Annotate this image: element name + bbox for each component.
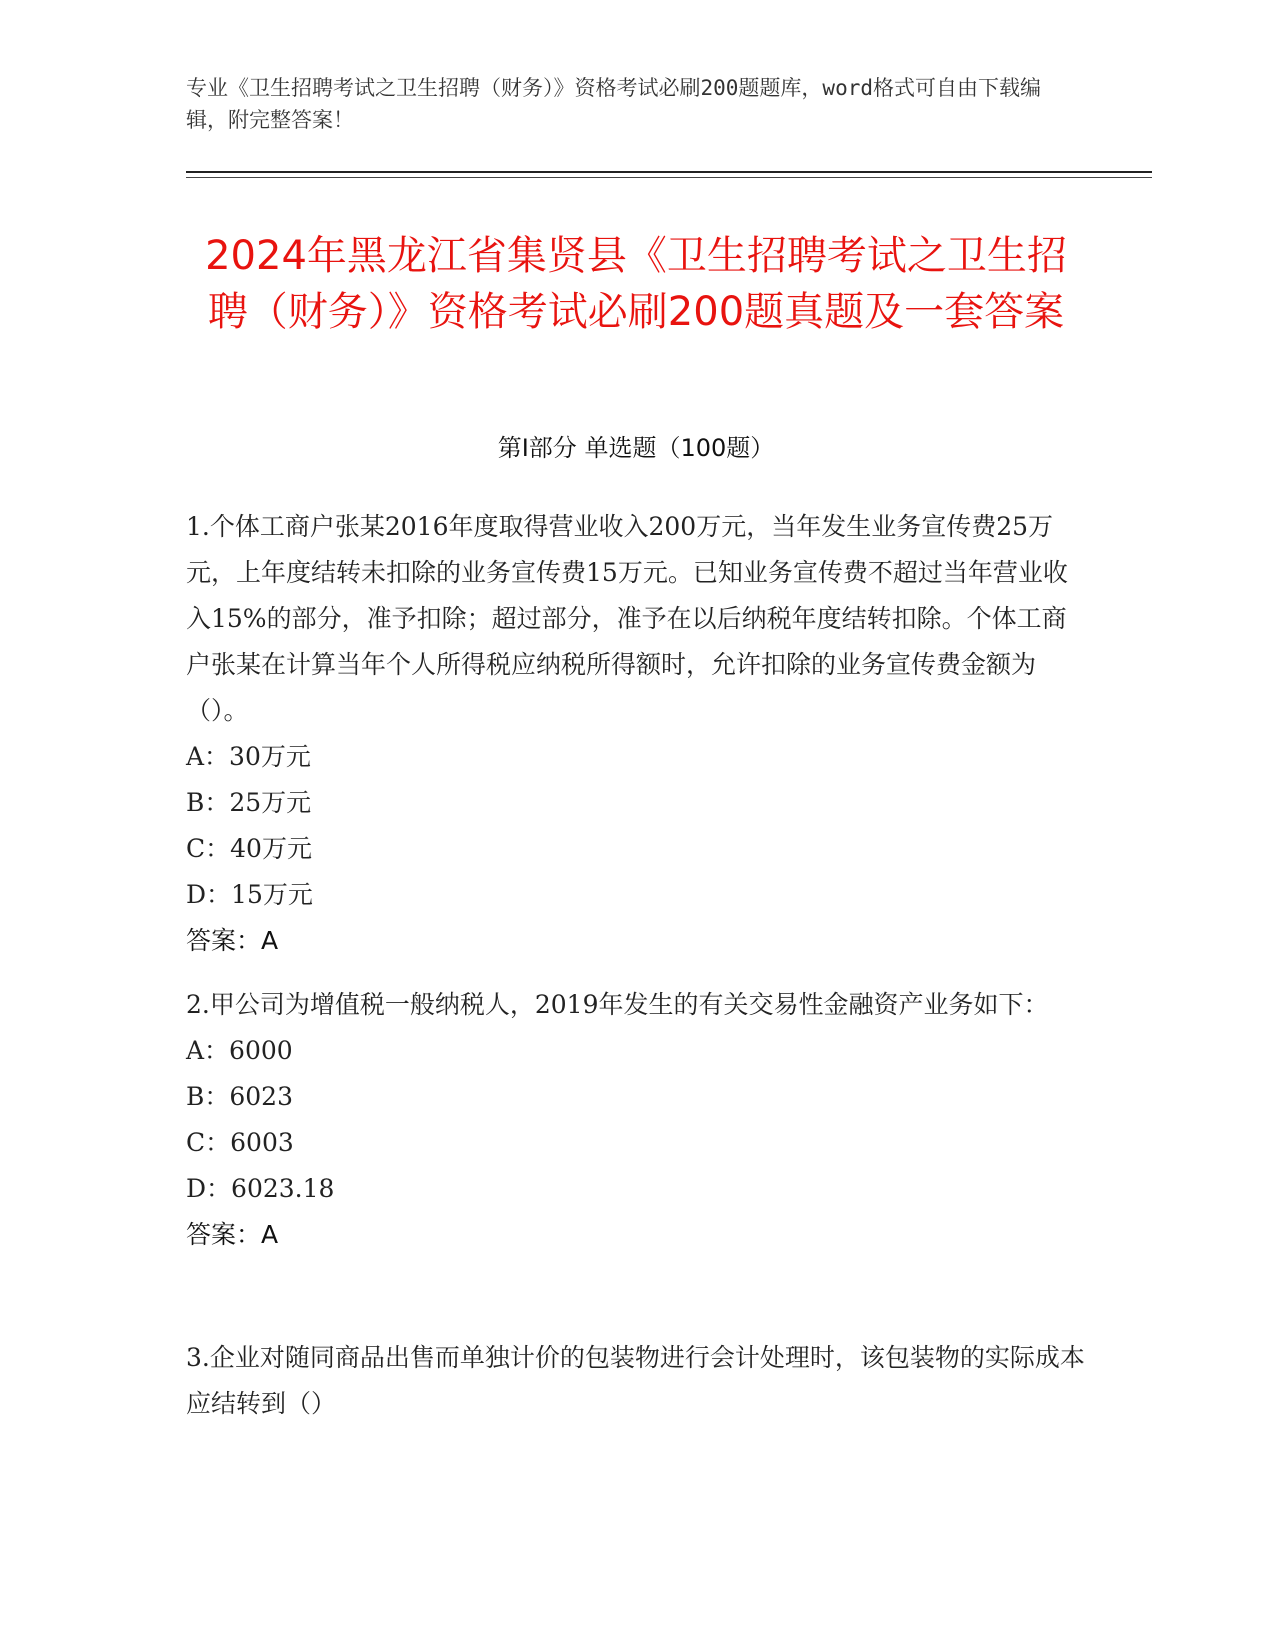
question-stem: 2.甲公司为增值税一般纳税人，2019年发生的有关交易性金融资产业务如下： [186, 990, 1049, 1019]
option-a: A：30万元 [186, 742, 311, 771]
option-c: C：40万元 [186, 834, 312, 863]
document-title: 2024年黑龙江省集贤县《卫生招聘考试之卫生招聘（财务）》资格考试必刷200题真题及一套答案 [205, 233, 1067, 335]
section-heading: 第I部分 单选题（100题） [497, 434, 775, 462]
header-note: 专业《卫生招聘考试之卫生招聘（财务）》资格考试必刷200题题库，word格式可自由下载编辑，附完整答案！ [186, 76, 1041, 132]
answer: 答案：A [186, 926, 279, 955]
question-2 [186, 982, 1086, 1258]
header-divider-thin [186, 177, 1152, 178]
question-stem: 3.企业对随同商品出售而单独计价的包装物进行会计处理时，该包装物的实际成本应结转到（） [186, 1343, 1085, 1418]
option-c: C：6003 [186, 1128, 294, 1157]
answer: 答案：A [186, 1220, 279, 1249]
option-a: A：6000 [186, 1036, 293, 1065]
option-b: B：6023 [186, 1082, 293, 1111]
question-1 [186, 504, 1086, 964]
header-divider [186, 171, 1152, 173]
option-d: D：6023.18 [186, 1174, 335, 1203]
question-3 [186, 1335, 1086, 1427]
option-d: D：15万元 [186, 880, 313, 909]
question-stem: 1.个体工商户张某2016年度取得营业收入200万元，当年发生业务宣传费25万元，上年度结转未扣除的业务宣传费15万元。已知业务宣传费不超过当年营业收入15%的部分，准予扣除；超过部分，准予在以后纳税年度结转扣除。个体工商户张某在计算当年个人所得税应纳税所得额时，允许扣除的业务宣传费金额为（）。 [186, 512, 1068, 725]
option-b: B：25万元 [186, 788, 312, 817]
